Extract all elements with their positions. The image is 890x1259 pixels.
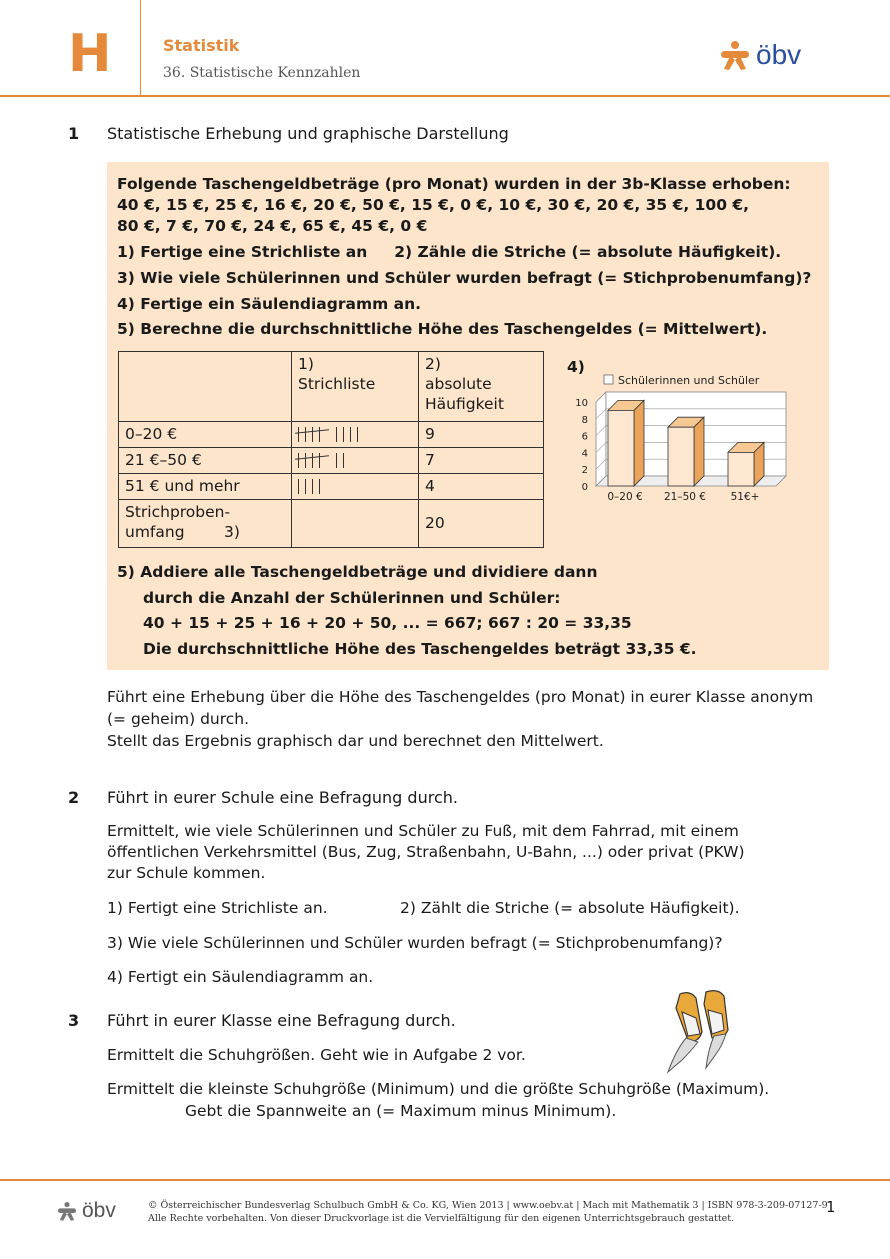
header-rule xyxy=(0,95,890,97)
tally-mark xyxy=(336,427,337,442)
x-tick-label: 51€+ xyxy=(730,491,760,503)
table-head-text: Strichliste xyxy=(298,375,376,394)
tally-group xyxy=(298,424,326,444)
table-row xyxy=(119,448,544,474)
bar-side xyxy=(634,400,644,486)
footer-rule xyxy=(0,1179,890,1181)
copyright-line: © Österreichischer Bundesverlag Schulbuch GmbH & Co. KG, Wien 2013 | www.oebv.at | Mach mit Mathematik 3 | ISBN 978-3-209-07127-9 xyxy=(148,1200,828,1211)
table-row xyxy=(119,500,544,548)
footer-logo-text: öbv xyxy=(82,1199,116,1222)
page-number: 1 xyxy=(826,1198,836,1216)
task-3-number: 3 xyxy=(68,1011,80,1030)
row-label: 51 € und mehr xyxy=(119,474,292,500)
task-3-heading: Führt in eurer Klasse eine Befragung durch. xyxy=(107,1011,456,1030)
solution-line: durch die Anzahl der Schülerinnen und Schüler: xyxy=(143,589,561,607)
table-head-text: absolute xyxy=(425,375,492,394)
tally-mark xyxy=(298,453,299,468)
task-3-text: Ermittelt die kleinste Schuhgröße (Minimum) und die größte Schuhgröße (Maximum). xyxy=(107,1080,770,1098)
tally-mark xyxy=(298,479,299,494)
x-tick-label: 21–50 € xyxy=(664,491,706,503)
y-tick-label: 10 xyxy=(575,398,588,409)
bar xyxy=(728,452,754,486)
sample-size-label xyxy=(119,500,292,548)
table-corner-cell xyxy=(119,352,292,422)
y-tick-label: 4 xyxy=(581,448,588,460)
tally-mark xyxy=(305,479,306,494)
tally-mark xyxy=(336,453,337,468)
y-tick-label: 8 xyxy=(581,414,588,426)
chapter-title: 36. Statistische Kennzahlen xyxy=(163,65,361,81)
bar-side xyxy=(694,417,704,486)
tally-group xyxy=(298,450,326,470)
bar xyxy=(668,427,694,486)
tally-mark xyxy=(343,453,344,468)
tally-marks xyxy=(292,422,419,448)
bar xyxy=(608,410,634,486)
tally-mark xyxy=(312,479,313,494)
sample-size-text: Strichproben- xyxy=(125,503,231,521)
star-logo-icon xyxy=(56,1200,78,1222)
task-1-heading: Statistische Erhebung und graphische Darstellung xyxy=(107,124,509,143)
copyright-line: Alle Rechte vorbehalten. Von dieser Druckvorlage ist die Vervielfältigung für den eigenen Unterrichtsgebrauch gestattet. xyxy=(148,1212,735,1224)
instruction-line: (= geheim) durch. xyxy=(107,710,250,728)
column-chart xyxy=(560,368,800,508)
table-row xyxy=(119,422,544,448)
instruction-line: Stellt das Ergebnis graphisch dar und berechnet den Mittelwert. xyxy=(107,732,604,750)
tally-table xyxy=(118,351,544,548)
subject-title: Statistik xyxy=(163,36,240,55)
tally-mark xyxy=(305,453,306,468)
y-tick-label: 0 xyxy=(581,482,588,493)
task-2-text: Ermittelt, wie viele Schülerinnen und Schüler zu Fuß, mit dem Fahrrad, mit einem xyxy=(107,822,739,840)
shoes-illustration xyxy=(662,988,742,1074)
tally-marks xyxy=(292,448,419,474)
tally-mark xyxy=(298,427,299,442)
solution-line: 40 + 15 + 25 + 16 + 20 + 50, ... = 667; 667 : 20 = 33,35 xyxy=(143,614,632,632)
solution-line: 5) Addiere alle Taschengeldbeträge und dividiere dann xyxy=(117,563,598,581)
task-3-text: Gebt die Spannweite an (= Maximum minus Minimum). xyxy=(185,1102,617,1120)
copyright-text xyxy=(148,1200,828,1226)
box-line: 1) Fertige eine Strichliste an 2) Zähle die Striche (= absolute Häufigkeit). xyxy=(117,243,782,261)
table-row xyxy=(119,474,544,500)
table-head-text: Häufigkeit xyxy=(425,395,504,414)
box-line: 80 €, 7 €, 70 €, 24 €, 65 €, 45 €, 0 € xyxy=(117,217,428,235)
empty-cell xyxy=(292,500,419,548)
y-tick-label: 2 xyxy=(581,465,588,477)
row-frequency: 9 xyxy=(419,422,544,448)
row-frequency: 4 xyxy=(419,474,544,500)
logo-text: öbv xyxy=(756,39,802,70)
box-line: 40 €, 15 €, 25 €, 16 €, 20 €, 50 €, 15 €, 0 €, 10 €, 30 €, 20 €, 35 €, 100 €, xyxy=(117,196,750,214)
box-line: Folgende Taschengeldbeträge (pro Monat) wurden in der 3b-Klasse erhoben: xyxy=(117,175,791,193)
sample-size-text: umfang 3) xyxy=(125,523,240,542)
task-2-number: 2 xyxy=(68,788,80,807)
task-3-text: Ermittelt die Schuhgrößen. Geht wie in Aufgabe 2 vor. xyxy=(107,1046,526,1064)
task-2-text: zur Schule kommen. xyxy=(107,864,266,882)
solution-line: Die durchschnittliche Höhe des Taschengeldes beträgt 33,35 €. xyxy=(143,640,697,658)
task-2-item: 1) Fertigt eine Strichliste an. xyxy=(107,899,328,917)
tally-mark xyxy=(305,427,306,442)
tally-mark xyxy=(312,453,313,468)
star-logo-icon xyxy=(718,38,752,72)
chart-side-wall xyxy=(596,392,606,486)
table-head-frequency xyxy=(419,352,544,422)
table-head-text: 2) xyxy=(425,355,441,373)
task-1-number: 1 xyxy=(68,124,80,143)
box-line: 4) Fertige ein Säulendiagramm an. xyxy=(117,295,422,313)
footer-logo xyxy=(56,1199,116,1223)
instruction-line: Führt eine Erhebung über die Höhe des Taschengeldes (pro Monat) in eurer Klasse anonym xyxy=(107,688,814,706)
tally-mark xyxy=(350,427,351,442)
row-label: 0–20 € xyxy=(119,422,292,448)
tally-mark xyxy=(357,427,358,442)
tally-mark xyxy=(312,427,313,442)
box-line: 5) Berechne die durchschnittliche Höhe des Taschengeldes (= Mittelwert). xyxy=(117,320,768,338)
task-2-text: öffentlichen Verkehrsmittel (Bus, Zug, Straßenbahn, U-Bahn, ...) oder privat (PKW) xyxy=(107,843,745,861)
x-tick-label: 0–20 € xyxy=(607,491,643,503)
table-head-text: 1) xyxy=(298,355,314,373)
obv-logo xyxy=(718,38,801,72)
sample-size-value: 20 xyxy=(419,500,544,548)
box-line: 3) Wie viele Schülerinnen und Schüler wurden befragt (= Stichprobenumfang)? xyxy=(117,269,812,287)
legend-label: Schülerinnen und Schüler xyxy=(618,374,760,387)
chart-label: 4) xyxy=(567,358,585,376)
section-letter: H xyxy=(68,24,112,84)
row-label: 21 €–50 € xyxy=(119,448,292,474)
row-frequency: 7 xyxy=(419,448,544,474)
table-head-tally xyxy=(292,352,419,422)
tally-mark xyxy=(319,479,320,494)
task-2-item: 2) Zählt die Striche (= absolute Häufigkeit). xyxy=(400,899,740,917)
header-divider xyxy=(140,0,141,96)
task-2-item: 3) Wie viele Schülerinnen und Schüler wurden befragt (= Stichprobenumfang)? xyxy=(107,934,723,952)
task-2-heading: Führt in eurer Schule eine Befragung durch. xyxy=(107,788,458,807)
task-2-item: 4) Fertigt ein Säulendiagramm an. xyxy=(107,968,374,986)
y-tick-label: 6 xyxy=(581,431,588,443)
tally-mark xyxy=(343,427,344,442)
legend-swatch xyxy=(604,375,613,384)
tally-marks xyxy=(292,474,419,500)
